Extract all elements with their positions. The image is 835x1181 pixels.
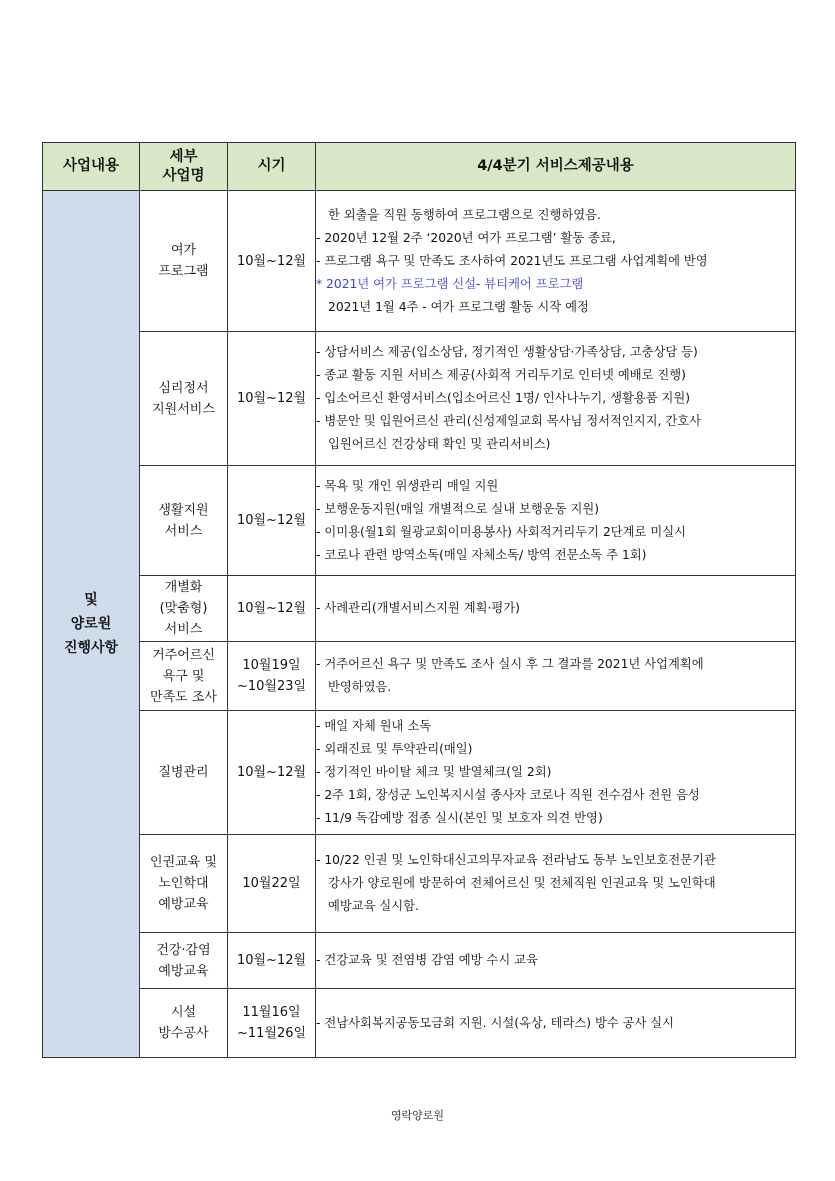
period-line: 10월~12월 bbox=[236, 765, 307, 780]
category-label: 및 bbox=[84, 592, 98, 608]
content-line: - 매일 자체 원내 소독 bbox=[316, 719, 432, 733]
content-line: - 건강교육 및 전염병 감염 예방 수시 교육 bbox=[316, 953, 538, 967]
detail-name-line: (맞춤형) bbox=[159, 601, 208, 616]
table-row bbox=[43, 332, 796, 466]
content-cell bbox=[316, 933, 796, 989]
period-line: 10월~12월 bbox=[236, 953, 307, 968]
content-line: - 2020년 12월 2주 ‘2020년 여가 프로그램’ 활동 종료, bbox=[316, 230, 616, 245]
content-line: - 거주어르신 욕구 및 만족도 조사 실시 후 그 결과를 2021년 사업계획에 bbox=[316, 657, 704, 671]
content-line: - 외래진료 및 투약관리(매일) bbox=[316, 742, 473, 756]
content-line: 한 외출을 직원 동행하여 프로그램으로 진행하였음. bbox=[328, 207, 601, 222]
content-line: - 코로나 관련 방역소독(매일 자체소독/ 방역 전문소독 주 1회) bbox=[316, 547, 647, 562]
period-line: ~10월23일 bbox=[236, 679, 307, 694]
content-line: - 정기적인 바이탈 체크 및 발열체크(일 2회) bbox=[316, 765, 552, 779]
category-label: 양로원 bbox=[70, 616, 112, 632]
content-line: - 이미용(월1회 월광교회이미용봉사) 사회적거리두기 2단계로 미실시 bbox=[316, 524, 686, 539]
service-report-table bbox=[42, 142, 796, 1058]
table-row bbox=[43, 466, 796, 576]
table-row bbox=[43, 642, 796, 711]
content-line: - 상담서비스 제공(입소상담, 정기적인 생활상담·가족상담, 고충상담 등) bbox=[316, 345, 698, 359]
detail-name-cell bbox=[140, 191, 228, 332]
detail-name-cell bbox=[140, 642, 228, 711]
content-line: 강사가 양로원에 방문하여 전체어르신 및 전체직원 인권교육 및 노인학대 bbox=[328, 876, 716, 890]
detail-name-line: 서비스 bbox=[164, 523, 203, 539]
content-cell bbox=[316, 191, 796, 332]
detail-name-cell bbox=[140, 576, 228, 642]
content-cell bbox=[316, 835, 796, 933]
content-line: - 전남사회복지공동모금회 지원. 시설(옥상, 테라스) 방수 공사 실시 bbox=[316, 1015, 675, 1030]
period-line: 10월19일 bbox=[242, 658, 301, 673]
detail-name-line: 질병관리 bbox=[158, 765, 209, 780]
detail-name-cell bbox=[140, 332, 228, 466]
content-line: 입원어르신 건강상태 확인 및 관리서비스) bbox=[328, 437, 551, 451]
content-line: 예방교육 실시함. bbox=[328, 899, 419, 913]
period-cell bbox=[228, 835, 316, 933]
period-line: 10월~12월 bbox=[236, 513, 307, 528]
content-cell bbox=[316, 466, 796, 576]
detail-name-cell bbox=[140, 933, 228, 989]
category-label: 진행사항 bbox=[63, 640, 119, 656]
content-line: - 11/9 독감예방 접종 실시(본인 및 보호자 의견 반영) bbox=[316, 811, 603, 825]
detail-name-cell bbox=[140, 711, 228, 835]
detail-name-line: 방수공사 bbox=[158, 1026, 209, 1041]
table-row bbox=[43, 191, 796, 332]
detail-name-cell bbox=[140, 466, 228, 576]
period-cell bbox=[228, 642, 316, 711]
header-detail-line1: 세부 bbox=[169, 148, 198, 165]
period-cell bbox=[228, 576, 316, 642]
period-line: 10월~12월 bbox=[236, 391, 307, 406]
content-line: - 프로그램 욕구 및 만족도 조사하여 2021년도 프로그램 사업계획에 반영 bbox=[316, 253, 708, 268]
detail-name-line: 예방교육 bbox=[158, 897, 209, 912]
table-header-row bbox=[43, 143, 796, 191]
content-line: * 2021년 여가 프로그램 신설- 뷰티케어 프로그램 bbox=[316, 276, 584, 291]
table-row bbox=[43, 989, 796, 1058]
period-cell bbox=[228, 933, 316, 989]
table-row bbox=[43, 576, 796, 642]
detail-name-line: 노인학대 bbox=[158, 876, 209, 891]
detail-name-cell bbox=[140, 835, 228, 933]
detail-name-line: 만족도 조사 bbox=[150, 689, 217, 705]
header-content: 4/4분기 서비스제공내용 bbox=[316, 143, 796, 191]
content-cell bbox=[316, 332, 796, 466]
content-line: 2021년 1월 4주 - 여가 프로그램 활동 시작 예정 bbox=[328, 299, 589, 314]
table-row bbox=[43, 835, 796, 933]
period-cell bbox=[228, 466, 316, 576]
content-line: - 목욕 및 개인 위생관리 매일 지원 bbox=[316, 478, 499, 493]
content-line: - 사례관리(개별서비스지원 계획·평가) bbox=[316, 601, 520, 615]
detail-name-line: 프로그램 bbox=[158, 264, 209, 279]
period-line: 11월16일 bbox=[242, 1005, 301, 1020]
detail-name-line: 건강·감염 bbox=[156, 942, 211, 958]
content-line: - 10/22 인권 및 노인학대신고의무자교육 전라남도 동부 노인보호전문기관 bbox=[316, 853, 716, 867]
content-line: 반영하였음. bbox=[328, 680, 392, 694]
period-line: ~11월26일 bbox=[236, 1026, 307, 1041]
detail-name-line: 서비스 bbox=[164, 622, 203, 637]
content-cell bbox=[316, 711, 796, 835]
detail-name-line: 지원서비스 bbox=[152, 401, 215, 417]
content-line: - 병문안 및 입원어르신 관리(신성제일교회 목사님 정서적인지지, 간호사 bbox=[316, 414, 701, 428]
detail-name-cell bbox=[140, 989, 228, 1058]
period-cell bbox=[228, 711, 316, 835]
detail-name-line: 심리정서 bbox=[158, 380, 209, 396]
content-line: - 입소어르신 환영서비스(입소어르신 1명/ 인사나누기, 생활용품 지원) bbox=[316, 391, 691, 405]
detail-name-line: 여가 bbox=[170, 243, 197, 258]
content-line: - 보행운동지원(매일 개별적으로 실내 보행운동 지원) bbox=[316, 501, 600, 516]
period-cell bbox=[228, 191, 316, 332]
footer-organization: 영락양로원 bbox=[390, 1109, 445, 1122]
content-line: - 종교 활동 지원 서비스 제공(사회적 거리두기로 인터넷 예배로 진행) bbox=[316, 368, 686, 382]
detail-name-line: 개별화 bbox=[164, 580, 203, 595]
period-line: 10월22일 bbox=[242, 876, 301, 891]
header-business: 사업내용 bbox=[43, 143, 140, 191]
period-line: 10월~12월 bbox=[236, 253, 307, 269]
detail-name-line: 예방교육 bbox=[158, 963, 209, 979]
header-detail-line2: 사업명 bbox=[162, 167, 205, 184]
table-row bbox=[43, 711, 796, 835]
content-cell bbox=[316, 576, 796, 642]
detail-name-line: 인권교육 및 bbox=[150, 855, 217, 870]
content-line: - 2주 1회, 장성군 노인복지시설 종사자 코로나 직원 전수검사 전원 음성 bbox=[316, 788, 700, 802]
detail-name-line: 시설 bbox=[170, 1005, 197, 1020]
period-cell bbox=[228, 989, 316, 1058]
content-cell bbox=[316, 989, 796, 1058]
header-period: 시기 bbox=[228, 143, 316, 191]
detail-name-line: 생활지원 bbox=[158, 502, 209, 518]
detail-name-line: 욕구 및 bbox=[162, 668, 205, 684]
detail-name-line: 거주어르신 bbox=[152, 647, 215, 663]
period-cell bbox=[228, 332, 316, 466]
period-line: 10월~12월 bbox=[236, 601, 307, 616]
category-cell bbox=[43, 191, 140, 1058]
content-cell bbox=[316, 642, 796, 711]
table-row bbox=[43, 933, 796, 989]
header-detail bbox=[140, 143, 228, 191]
